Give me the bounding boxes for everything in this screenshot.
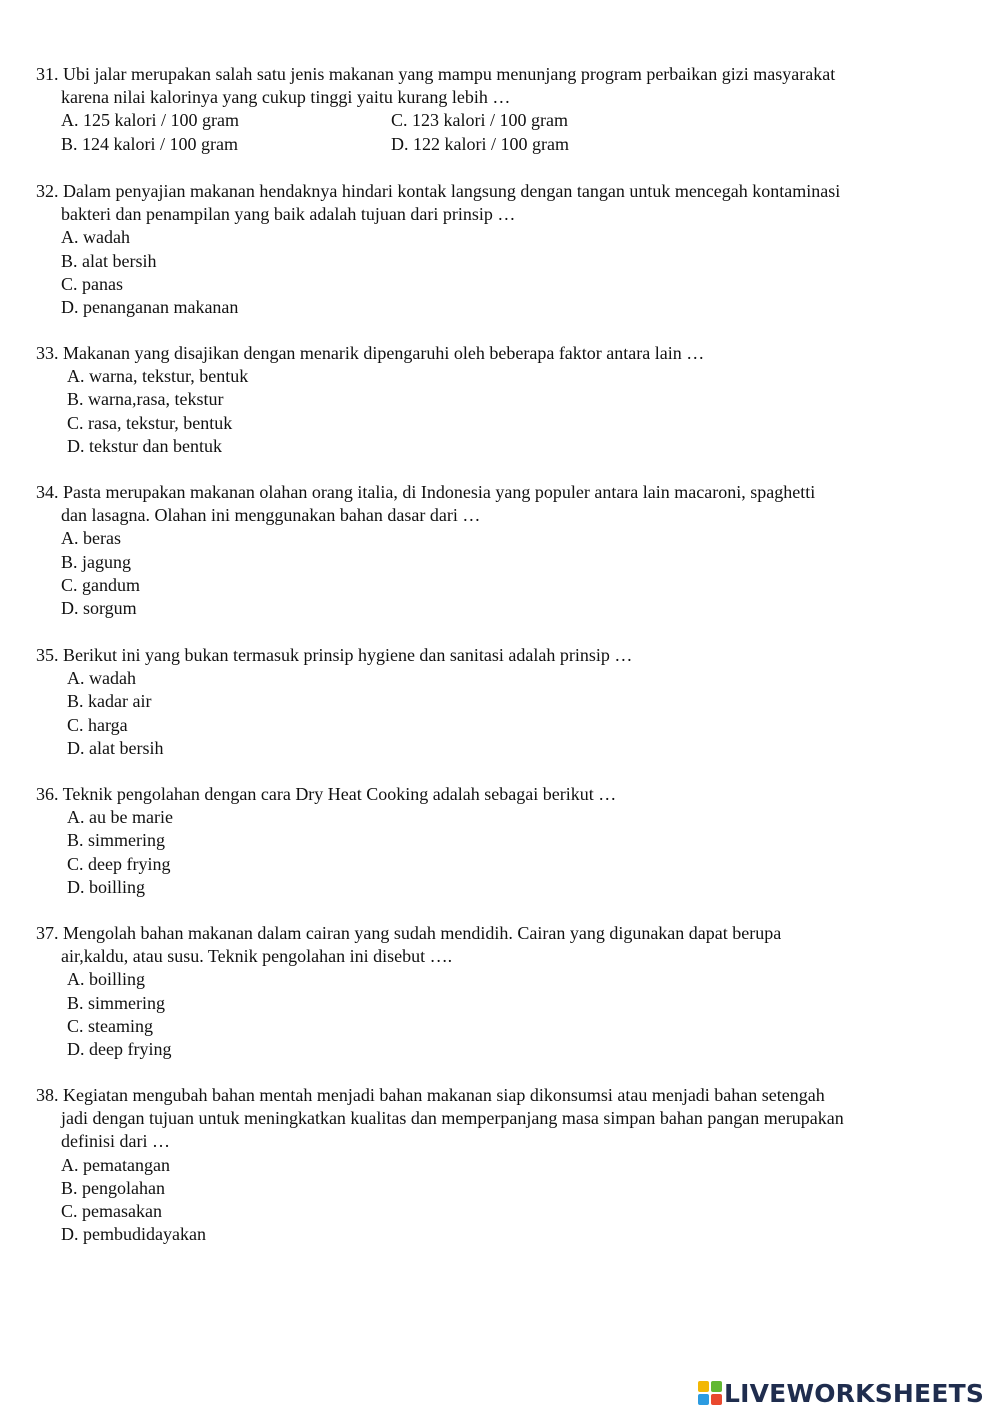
- option-a[interactable]: A. beras: [61, 528, 121, 549]
- question-37-text-line-2: air,kaldu, atau susu. Teknik pengolahan ini disebut ….: [61, 946, 453, 967]
- question-37: [36, 922, 956, 1061]
- question-38-options: [36, 1154, 956, 1247]
- option-a[interactable]: A. 125 kalori / 100 gram: [61, 110, 239, 131]
- question-31-options: [36, 109, 956, 155]
- option-c[interactable]: C. rasa, tekstur, bentuk: [67, 412, 233, 433]
- question-38-text-line-2: jadi dengan tujuan untuk meningkatkan kualitas dan memperpanjang masa simpan bahan pangan merupakan: [61, 1108, 844, 1129]
- option-b[interactable]: B. warna,rasa, tekstur: [67, 389, 224, 410]
- question-33-text-line-1: 33. Makanan yang disajikan dengan menarik dipengaruhi oleh beberapa faktor antara lain …: [36, 343, 705, 363]
- question-33-options: [36, 365, 956, 458]
- question-38-text-line-1: 38. Kegiatan mengubah bahan mentah menjadi bahan makanan siap dikonsumsi atau menjadi bahan setengah: [36, 1085, 825, 1105]
- option-a[interactable]: A. boilling: [67, 969, 146, 990]
- question-32: [36, 180, 956, 319]
- option-b[interactable]: B. pengolahan: [61, 1177, 165, 1198]
- question-32-options: [36, 226, 956, 319]
- option-b[interactable]: B. simmering: [67, 992, 165, 1013]
- option-d[interactable]: D. penanganan makanan: [61, 297, 239, 318]
- option-c[interactable]: C. 123 kalori / 100 gram: [391, 110, 568, 131]
- question-31: [36, 63, 956, 156]
- option-d[interactable]: D. pembudidayakan: [61, 1224, 206, 1245]
- option-a[interactable]: A. au be marie: [67, 807, 173, 828]
- option-a[interactable]: A. pematangan: [61, 1154, 170, 1175]
- option-b[interactable]: B. simmering: [67, 830, 165, 851]
- question-31-text-line-1: 31. Ubi jalar merupakan salah satu jenis makanan yang mampu menunjang program perbaikan gizi masyarakat: [36, 64, 836, 84]
- question-34: [36, 481, 956, 620]
- question-36: [36, 783, 956, 899]
- question-34-text-line-1: 34. Pasta merupakan makanan olahan orang italia, di Indonesia yang populer antara lain macaroni, spaghetti: [36, 482, 816, 502]
- option-c[interactable]: C. gandum: [61, 574, 140, 595]
- question-38: [36, 1084, 956, 1246]
- option-b[interactable]: B. jagung: [61, 551, 131, 572]
- liveworksheets-logo-icon: [698, 1381, 722, 1405]
- question-32-text-line-1: 32. Dalam penyajian makanan hendaknya hindari kontak langsung dengan tangan untuk mencegah kontaminasi: [36, 181, 841, 201]
- option-b[interactable]: B. kadar air: [67, 691, 152, 712]
- question-34-options: [36, 527, 956, 620]
- liveworksheets-branding[interactable]: [698, 1376, 984, 1410]
- option-d[interactable]: D. sorgum: [61, 598, 137, 619]
- option-d[interactable]: D. boilling: [67, 876, 146, 897]
- question-37-text-line-1: 37. Mengolah bahan makanan dalam cairan yang sudah mendidih. Cairan yang digunakan dapat berupa: [36, 923, 782, 943]
- option-c[interactable]: C. harga: [67, 714, 128, 735]
- question-34-text-line-2: dan lasagna. Olahan ini menggunakan bahan dasar dari …: [61, 505, 481, 526]
- option-c[interactable]: C. deep frying: [67, 853, 171, 874]
- option-a[interactable]: A. warna, tekstur, bentuk: [67, 366, 249, 387]
- question-36-text-line-1: 36. Teknik pengolahan dengan cara Dry Heat Cooking adalah sebagai berikut …: [36, 784, 617, 804]
- option-a[interactable]: A. wadah: [61, 227, 130, 248]
- option-d[interactable]: D. 122 kalori / 100 gram: [391, 133, 569, 154]
- option-d[interactable]: D. deep frying: [67, 1039, 172, 1060]
- option-b[interactable]: B. alat bersih: [61, 250, 157, 271]
- question-35-options: [36, 667, 956, 760]
- question-32-text-line-2: bakteri dan penampilan yang baik adalah tujuan dari prinsip …: [61, 204, 516, 225]
- question-37-options: [36, 968, 956, 1061]
- question-35: [36, 644, 956, 760]
- question-33: [36, 342, 956, 458]
- option-c[interactable]: C. pemasakan: [61, 1201, 162, 1222]
- option-c[interactable]: C. steaming: [67, 1015, 153, 1036]
- question-31-text-line-2: karena nilai kalorinya yang cukup tinggi yaitu kurang lebih …: [61, 87, 511, 108]
- option-c[interactable]: C. panas: [61, 273, 123, 294]
- option-d[interactable]: D. tekstur dan bentuk: [67, 435, 222, 456]
- brand-name: LIVEWORKSHEETS: [724, 1378, 985, 1408]
- question-38-text-line-3: definisi dari …: [61, 1131, 170, 1152]
- option-b[interactable]: B. 124 kalori / 100 gram: [61, 133, 238, 154]
- question-35-text-line-1: 35. Berikut ini yang bukan termasuk prinsip hygiene dan sanitasi adalah prinsip …: [36, 645, 633, 665]
- option-a[interactable]: A. wadah: [67, 668, 136, 689]
- option-d[interactable]: D. alat bersih: [67, 737, 164, 758]
- question-36-options: [36, 806, 956, 899]
